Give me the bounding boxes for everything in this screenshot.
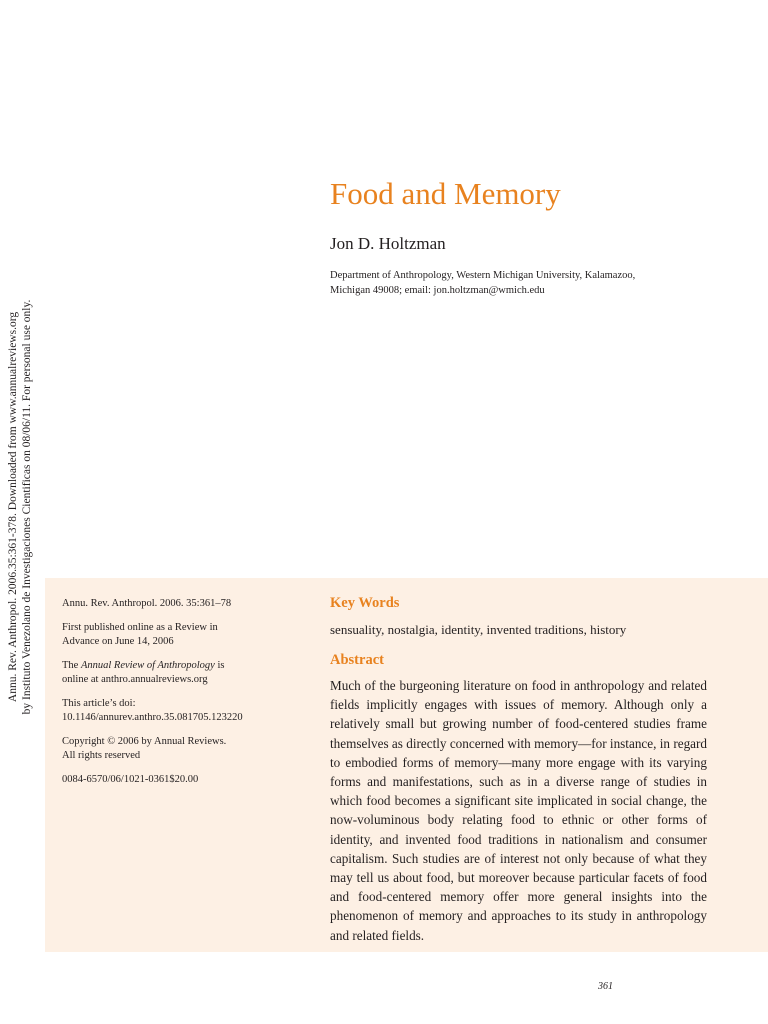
online-line-2: online at anthro.annualreviews.org	[62, 674, 208, 685]
abstract-heading: Abstract	[330, 652, 384, 668]
issn-block	[62, 773, 302, 787]
doi-block	[62, 697, 302, 725]
author-name: Jon D. Holtzman	[330, 234, 446, 253]
affiliation-line-1: Department of Anthropology, Western Michigan University, Kalamazoo,	[330, 270, 636, 281]
issn: 0084-6570/06/1021-0361$20.00	[62, 774, 199, 785]
journal-name: Annual Review of Anthropology	[80, 660, 215, 671]
online-prefix: The	[62, 660, 81, 671]
download-notice	[6, 270, 34, 744]
page-number: 361	[598, 981, 613, 992]
rights-reserved: All rights reserved	[62, 750, 141, 761]
author-affiliation	[330, 268, 690, 298]
online-line-1	[62, 659, 302, 673]
keywords-heading: Key Words	[330, 595, 400, 611]
copyright-block	[62, 735, 302, 763]
affiliation-line-2: Michigan 49008; email: jon.holtzman@wmich.edu	[330, 285, 545, 296]
download-notice-line-1: Annu. Rev. Anthropol. 2006.35:361-378. Downloaded from www.annualreviews.org	[7, 311, 19, 703]
publication-metadata	[62, 597, 302, 797]
published-block	[62, 621, 302, 649]
published-line-2: Advance on June 14, 2006	[62, 636, 174, 647]
article-title: Food and Memory	[330, 176, 561, 211]
download-notice-line-2: by Instituto Venezolano de Investigaciones Cientificas on 08/06/11. For personal use only.	[21, 299, 33, 715]
copyright: Copyright © 2006 by Annual Reviews.	[62, 736, 227, 747]
doi-label: This article’s doi:	[62, 698, 136, 709]
doi: 10.1146/annurev.anthro.35.081705.123220	[62, 712, 243, 723]
citation-block	[62, 597, 302, 611]
published-line-1: First published online as a Review in	[62, 622, 218, 633]
download-sidebar	[0, 270, 40, 745]
citation: Annu. Rev. Anthropol. 2006. 35:361–78	[62, 598, 232, 609]
online-suffix: is	[214, 660, 225, 671]
abstract-text: Much of the burgeoning literature on food in anthropology and related fields implicitly engages with issues of memory. Although only a relatively small but growing number of food-centered studies frame themselves as directly concerned with memory—for instance, in regard to embodied forms of memory—many more engage with its varying forms and manifestations, such as in a diverse range of studies in which food becomes a significant site implicated in social change, the now-voluminous body relating food to ethnic or other forms of identity, and invented food traditions in nationalism and consumer capitalism. Such studies are of interest not only because of what they may tell us about food, but moreover because particular facets of food and food-centered memory offer more general insights into the phenomenon of memory and approaches to its study in anthropology and related fields.	[330, 678, 707, 943]
keywords-list: sensuality, nostalgia, identity, invented traditions, history	[330, 622, 627, 637]
online-block	[62, 659, 302, 687]
